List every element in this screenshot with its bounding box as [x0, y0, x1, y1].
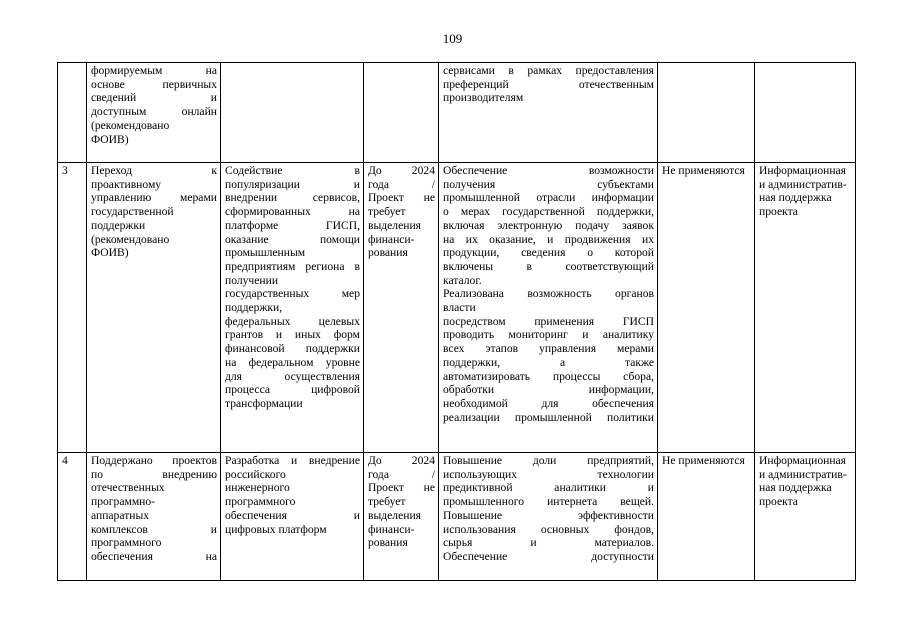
result-cell-line: власти [443, 301, 476, 315]
applicability-cell: Не применяются [658, 453, 755, 581]
measure-cell-line: формируемым на [91, 64, 217, 77]
measure-cell-line: аппаратных [91, 508, 150, 522]
result-cell-line: поддержки, а также [443, 355, 654, 369]
actions-cell [221, 63, 364, 163]
result-cell-line: необходимой для обеспечения [443, 396, 654, 410]
actions-cell-line: предприятиям региона в [225, 259, 360, 273]
measure-cell-line: по внедрению [91, 467, 217, 481]
actions-cell-line: получении [225, 273, 279, 287]
actions-cell-line: оказание помощи [225, 232, 360, 246]
measure-cell-line: Переход к [91, 164, 217, 177]
support-cell-line: и административ- [759, 177, 847, 191]
result-cell-line: Обеспечение возможности [443, 164, 654, 177]
actions-cell-line: промышленным [225, 246, 306, 260]
actions-cell-line: федеральных целевых [225, 314, 360, 328]
measure-cell-line: обеспечения на [91, 549, 217, 563]
deadline-cell-line: рования [368, 536, 408, 550]
result-cell-line: автоматизировать процессы сбора, [443, 369, 654, 383]
result-cell-line: каталог. [443, 273, 482, 287]
deadline-cell-line: Проект не [368, 481, 435, 495]
result-cell-line: сырья и материалов. [443, 536, 654, 550]
support-cell [755, 63, 856, 163]
actions-cell-line: финансовой поддержки [225, 342, 360, 356]
table-row [58, 453, 856, 581]
measure-cell-line: сведений и [91, 91, 217, 105]
row-number-cell [58, 63, 87, 163]
measure-cell [87, 163, 221, 453]
result-cell [439, 163, 658, 453]
deadline-cell-line: рования [368, 246, 408, 260]
measure-cell-line: проактивному [91, 177, 162, 191]
deadline-cell-line: До 2024 [368, 454, 435, 467]
result-cell [439, 63, 658, 163]
result-cell-line: продукции, сведения о которой [443, 246, 654, 260]
result-cell-line: использования основных фондов, [443, 522, 654, 536]
deadline-cell [364, 163, 439, 453]
measure-cell-line: ФОИВ) [91, 132, 129, 146]
actions-cell-line: государственных мер [225, 287, 360, 301]
result-cell-line: включены в соответствующий [443, 259, 654, 273]
measure-cell-line: ФОИВ) [91, 246, 129, 260]
measure-cell-line: программно- [91, 495, 156, 509]
actions-cell-line: обеспечения и [225, 508, 360, 522]
result-cell-line: Повышение доли предприятий, [443, 454, 654, 467]
deadline-cell-line: Проект не [368, 191, 435, 205]
support-cell-line: ная поддержка [759, 191, 832, 205]
deadline-cell [364, 63, 439, 163]
applicability-cell [658, 63, 755, 163]
actions-cell-line: трансформации [225, 396, 303, 410]
result-cell-line: реализации промышленной политики [443, 410, 654, 424]
actions-cell-line: поддержки, [225, 301, 283, 315]
support-cell [755, 163, 856, 453]
deadline-cell-line: года / [368, 467, 435, 481]
measure-cell-line: (рекомендовано [91, 232, 170, 246]
result-cell [439, 453, 658, 581]
result-cell-line: проводить мониторинг и аналитику [443, 328, 654, 342]
support-cell-line: Информационная [759, 454, 847, 467]
result-cell-line: промышленной отрасли информации [443, 191, 654, 205]
actions-cell-line: цифровых платформ [225, 522, 327, 536]
support-cell-line: Информационная [759, 164, 847, 177]
measure-cell [87, 453, 221, 581]
measure-cell-line: доступным онлайн [91, 105, 217, 119]
measure-cell-line: Поддержано проектов [91, 454, 217, 467]
deadline-cell-line: финанси- [368, 522, 415, 536]
measure-cell-line: поддержки [91, 218, 146, 232]
result-cell-line: предиктивной аналитики и [443, 481, 654, 495]
page-number: 109 [442, 31, 463, 46]
result-cell-line: посредством применения ГИСП [443, 314, 654, 328]
result-cell-line: производителям [443, 91, 524, 105]
result-cell-line: использующих технологии [443, 467, 654, 481]
actions-cell-line: платформе ГИСП, [225, 218, 360, 232]
actions-cell-line: грантов и иных форм [225, 328, 360, 342]
deadline-cell-line: финанси- [368, 232, 415, 246]
support-cell-line: проекта [759, 495, 798, 509]
deadline-cell-line: требует [368, 205, 406, 219]
actions-cell-line: Содействие в [225, 164, 360, 177]
result-cell-line: сервисами в рамках предоставления [443, 64, 654, 77]
applicability-cell: Не применяются [658, 163, 755, 453]
result-cell-line: всех этапов управления мерами [443, 342, 654, 356]
result-cell-line: Повышение эффективности [443, 508, 654, 522]
measures-table [57, 62, 856, 581]
result-cell-line: на их оказание, и продвижения их [443, 232, 654, 246]
result-cell-line: включая электронную подачу заявок [443, 218, 654, 232]
actions-cell [221, 163, 364, 453]
result-cell-line: Обеспечение доступности [443, 549, 654, 563]
measure-cell-line: программного [91, 536, 162, 550]
actions-cell-line: для осуществления [225, 369, 360, 383]
deadline-cell-line: выделения [368, 508, 421, 522]
actions-cell-line: программного [225, 495, 296, 509]
table-row [58, 63, 856, 163]
measure-cell-line: (рекомендовано [91, 118, 170, 132]
actions-cell-line: инженерного [225, 481, 290, 495]
result-cell-line: обработки информации, [443, 383, 654, 397]
deadline-cell-line: требует [368, 495, 406, 509]
measure-cell-line: комплексов и [91, 522, 217, 536]
row-number-cell: 3 [58, 163, 87, 453]
deadline-cell [364, 453, 439, 581]
actions-cell [221, 453, 364, 581]
deadline-cell-line: года / [368, 177, 435, 191]
actions-cell-line: Разработка и внедрение [225, 454, 360, 467]
result-cell-line: о мерах государственной поддержки, [443, 205, 654, 219]
actions-cell-line: на федеральном уровне [225, 355, 360, 369]
deadline-cell-line: выделения [368, 218, 421, 232]
actions-cell-line: российского [225, 467, 286, 481]
result-cell-line: Реализована возможность органов [443, 287, 654, 301]
actions-cell-line: процесса цифровой [225, 383, 360, 397]
measure-cell-line: основе первичных [91, 77, 217, 91]
row-number-cell: 4 [58, 453, 87, 581]
measure-cell [87, 63, 221, 163]
table-row [58, 163, 856, 453]
result-cell-line: получения субъектами [443, 177, 654, 191]
result-cell-line: преференций отечественным [443, 77, 654, 91]
deadline-cell-line: До 2024 [368, 164, 435, 177]
actions-cell-line: сформированных на [225, 205, 360, 219]
measure-cell-line: государственной [91, 205, 174, 219]
result-cell-line: промышленного интернета вещей. [443, 495, 654, 509]
measure-cell-line: управлению мерами [91, 191, 217, 205]
support-cell-line: и административ- [759, 467, 847, 481]
actions-cell-line: внедрении сервисов, [225, 191, 360, 205]
support-cell-line: ная поддержка [759, 481, 832, 495]
actions-cell-line: популяризации и [225, 177, 360, 191]
measure-cell-line: отечественных [91, 481, 165, 495]
support-cell-line: проекта [759, 205, 798, 219]
support-cell [755, 453, 856, 581]
